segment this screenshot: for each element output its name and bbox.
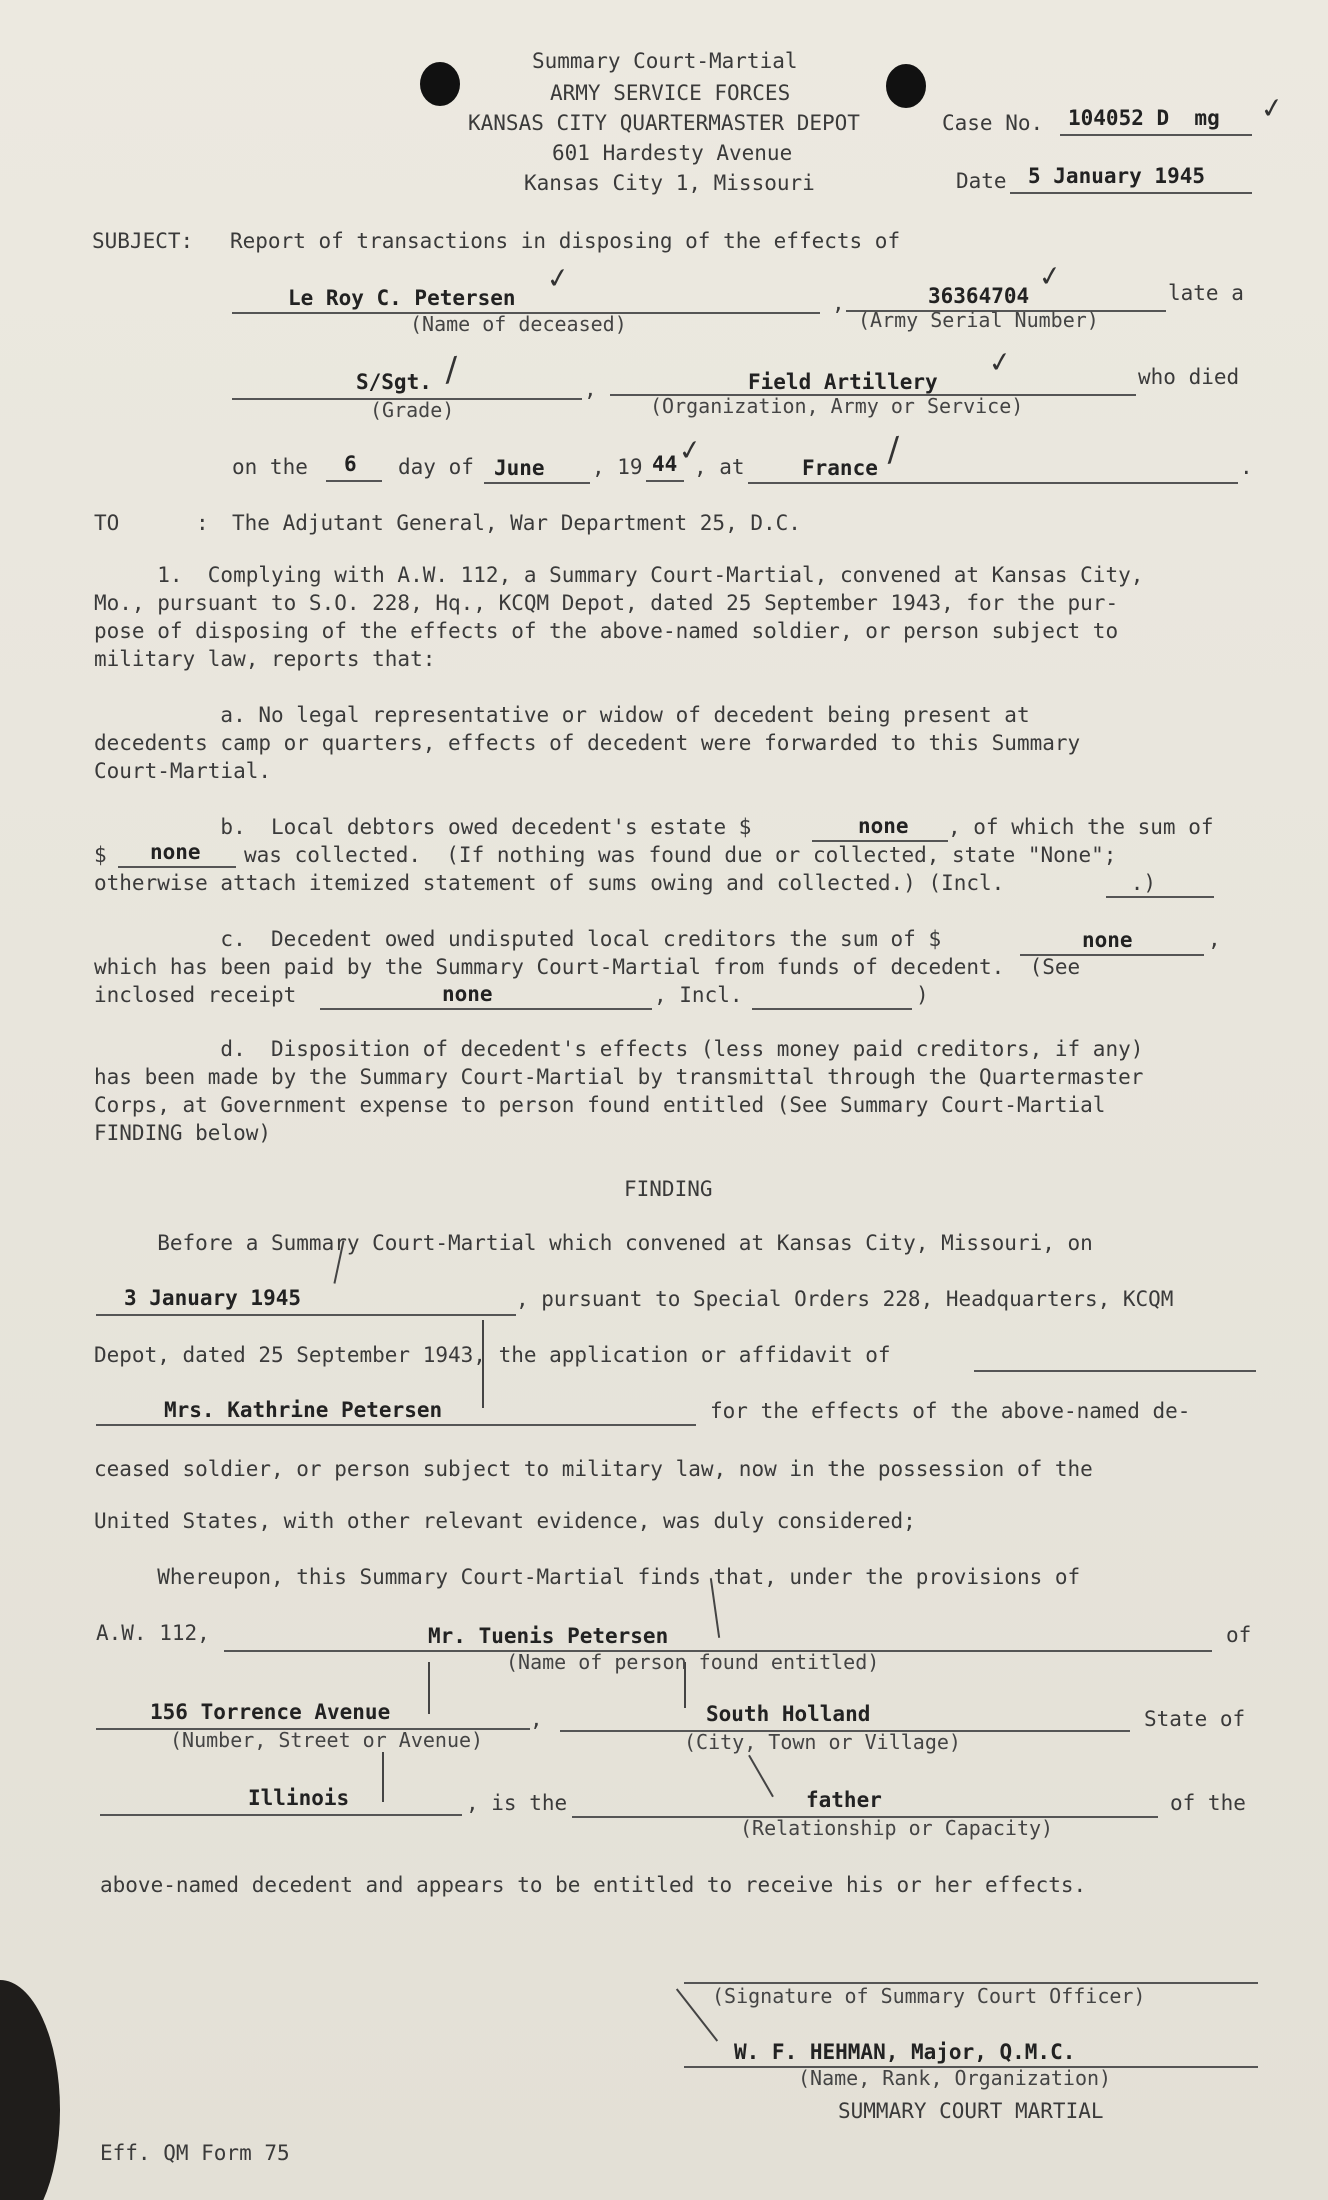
organization: Field Artillery [748, 370, 938, 394]
signature-caption: (Signature of Summary Court Officer) [712, 1984, 1146, 2008]
entitled-name: Mr. Tuenis Petersen [428, 1624, 669, 1648]
name-caption: (Name of deceased) [410, 312, 627, 336]
street-caption: (Number, Street or Avenue) [170, 1728, 484, 1752]
case-line [1060, 134, 1252, 136]
affidavit-line [974, 1370, 1256, 1372]
punch-hole-right [886, 64, 926, 108]
para-b-line1-end: , of which the sum of [948, 815, 1214, 839]
year-prefix: , 19 [592, 455, 643, 479]
check-mark-icon: ✓ [1037, 254, 1062, 296]
para-d-line2: has been made by the Summary Court-Martial by transmittal through the Quartermaster [94, 1065, 1144, 1089]
place-line [748, 482, 1238, 484]
pencil-mark [748, 1755, 774, 1798]
collected-line [118, 866, 236, 868]
grade: S/Sgt. [356, 370, 432, 394]
finding-line3: Depot, dated 25 September 1943, the application or affidavit of [94, 1343, 891, 1367]
check-mark-icon: ✓ [677, 428, 702, 470]
date-label: Date [956, 169, 1007, 193]
para-b-line3: otherwise attach itemized statement of sums owing and collected.) (Incl. .) [94, 871, 1157, 895]
convened-line [96, 1314, 516, 1316]
finding-line5: ceased soldier, or person subject to military law, now in the possession of the [94, 1457, 1093, 1481]
punch-hole-left [420, 62, 460, 106]
state: Illinois [248, 1786, 350, 1810]
finding-line6: United States, with other relevant evidence, was duly considered; [94, 1509, 916, 1533]
relation-caption: (Relationship or Capacity) [740, 1816, 1054, 1840]
check-mark-icon: / [439, 348, 464, 390]
day-line [326, 480, 382, 482]
year-line [646, 480, 684, 482]
scan-shadow [0, 1980, 60, 2200]
comma: , [584, 377, 597, 401]
finding-line7: Whereupon, this Summary Court-Martial finds that, under the provisions of [94, 1565, 1081, 1589]
relationship: father [806, 1788, 882, 1812]
para-c-line1-end: , [1208, 927, 1221, 951]
check-mark-icon: ✓ [987, 340, 1012, 382]
subject-label: SUBJECT: [92, 229, 194, 253]
of: of [1226, 1623, 1252, 1647]
aw-label: A.W. 112, [96, 1621, 210, 1645]
creditors-owed: none [1082, 928, 1133, 952]
form-number: Eff. QM Form 75 [100, 2141, 290, 2165]
finding-line4: for the effects of the above-named de- [710, 1399, 1191, 1423]
month-line [484, 482, 590, 484]
incl-c-line [752, 1008, 912, 1010]
case-label: Case No. [942, 111, 1044, 135]
deceased-name: Le Roy C. Petersen [288, 286, 516, 310]
serial-caption: (Army Serial Number) [858, 308, 1099, 332]
para-d-line3: Corps, at Government expense to person found entitled (See Summary Court-Martial [94, 1093, 1106, 1117]
state-line [100, 1814, 462, 1816]
street-comma: , [530, 1707, 543, 1731]
finding-title: FINDING [624, 1177, 713, 1201]
para-c-line1: c. Decedent owed undisputed local creditors the sum of $ [94, 927, 942, 951]
header-address: 601 Hardesty Avenue [552, 141, 793, 165]
grade-caption: (Grade) [370, 398, 455, 422]
pencil-mark [684, 1662, 686, 1708]
street-address: 156 Torrence Avenue [150, 1700, 391, 1724]
officer-caption: (Name, Rank, Organization) [798, 2066, 1112, 2090]
check-mark-icon: ✓ [545, 256, 570, 298]
state-of: State of [1144, 1707, 1246, 1731]
comma: , [832, 291, 845, 315]
para-c-close: ) [916, 983, 929, 1007]
period: . [1240, 455, 1253, 479]
to-colon: : [196, 511, 209, 535]
sum-collected: none [150, 840, 201, 864]
convened-date: 3 January 1945 [124, 1286, 302, 1310]
receipt: none [442, 982, 493, 1006]
para-b-line1: b. Local debtors owed decedent's estate $ [94, 815, 752, 839]
entitled-caption: (Name of person found entitled) [506, 1650, 880, 1674]
officer-name: W. F. HEHMAN, Major, Q.M.C. [734, 2040, 1076, 2064]
finding-line8: above-named decedent and appears to be entitled to receive his or her effects. [100, 1873, 1087, 1897]
to-label: TO [94, 511, 120, 535]
para-a-line2: decedents camp or quarters, effects of decedent were forwarded to this Summary [94, 731, 1081, 755]
serial-number: 36364704 [928, 284, 1030, 308]
para1-line4: military law, reports that: [94, 647, 436, 671]
finding-line1: Before a Summary Court-Martial which convened at Kansas City, Missouri, on [94, 1231, 1093, 1255]
death-day: 6 [344, 452, 357, 476]
at: , at [694, 455, 745, 479]
applicant-name: Mrs. Kathrine Petersen [164, 1398, 443, 1422]
pencil-mark [382, 1752, 384, 1802]
para-c-line2: which has been paid by the Summary Court-Martial from funds of decedent. (See [94, 955, 1081, 979]
report-date: 5 January 1945 [1028, 164, 1206, 188]
header-org: ARMY SERVICE FORCES [550, 81, 791, 105]
para-a-line1: a. No legal representative or widow of decedent being present at [94, 703, 1030, 727]
case-number: 104052 D mg [1068, 106, 1220, 130]
court-title: SUMMARY COURT MARTIAL [838, 2099, 1104, 2123]
who-died: who died [1138, 365, 1240, 389]
para1-line3: pose of disposing of the effects of the above-named soldier, or person subject to [94, 619, 1119, 643]
header-title: Summary Court-Martial [532, 49, 798, 73]
org-caption: (Organization, Army or Service) [650, 394, 1024, 418]
city-caption: (City, Town or Village) [684, 1730, 961, 1754]
debtors-owed: none [858, 814, 909, 838]
finding-line2: , pursuant to Special Orders 228, Headquarters, KCQM [516, 1287, 1174, 1311]
para1-line2: Mo., pursuant to S.O. 228, Hq., KCQM Depot, dated 25 September 1943, for the pur- [94, 591, 1119, 615]
para-b-dollar: $ [94, 843, 107, 867]
para-c-incl: , Incl. [654, 983, 743, 1007]
on-the: on the [232, 455, 308, 479]
subject-text: Report of transactions in disposing of the effects of [230, 229, 901, 253]
receipt-line [320, 1008, 652, 1010]
para-d-line1: d. Disposition of decedent's effects (less money paid creditors, if any) [94, 1037, 1144, 1061]
of-the: of the [1170, 1791, 1246, 1815]
check-mark-icon: / [881, 428, 906, 470]
pencil-mark [428, 1662, 430, 1714]
death-year: 44 [652, 452, 678, 476]
date-line [1010, 192, 1252, 194]
is-the: , is the [466, 1791, 568, 1815]
check-mark-icon: ✓ [1259, 86, 1284, 128]
death-month: June [494, 456, 545, 480]
death-place: France [802, 456, 878, 480]
day-of: day of [398, 455, 474, 479]
para1-line1: 1. Complying with A.W. 112, a Summary Court-Martial, convened at Kansas City, [94, 563, 1144, 587]
applicant-line [96, 1424, 696, 1426]
to-text: The Adjutant General, War Department 25, D.C. [232, 511, 801, 535]
incl-line [1106, 896, 1214, 898]
para-d-line4: FINDING below) [94, 1121, 272, 1145]
para-c-line3: inclosed receipt [94, 983, 297, 1007]
header-city: Kansas City 1, Missouri [524, 171, 815, 195]
city: South Holland [706, 1702, 871, 1726]
pencil-mark [482, 1320, 484, 1408]
late-a: late a [1168, 281, 1244, 305]
para-b-line2: was collected. (If nothing was found due or collected, state "None"; [244, 843, 1117, 867]
header-depot: KANSAS CITY QUARTERMASTER DEPOT [468, 111, 860, 135]
para-a-line3: Court-Martial. [94, 759, 272, 783]
